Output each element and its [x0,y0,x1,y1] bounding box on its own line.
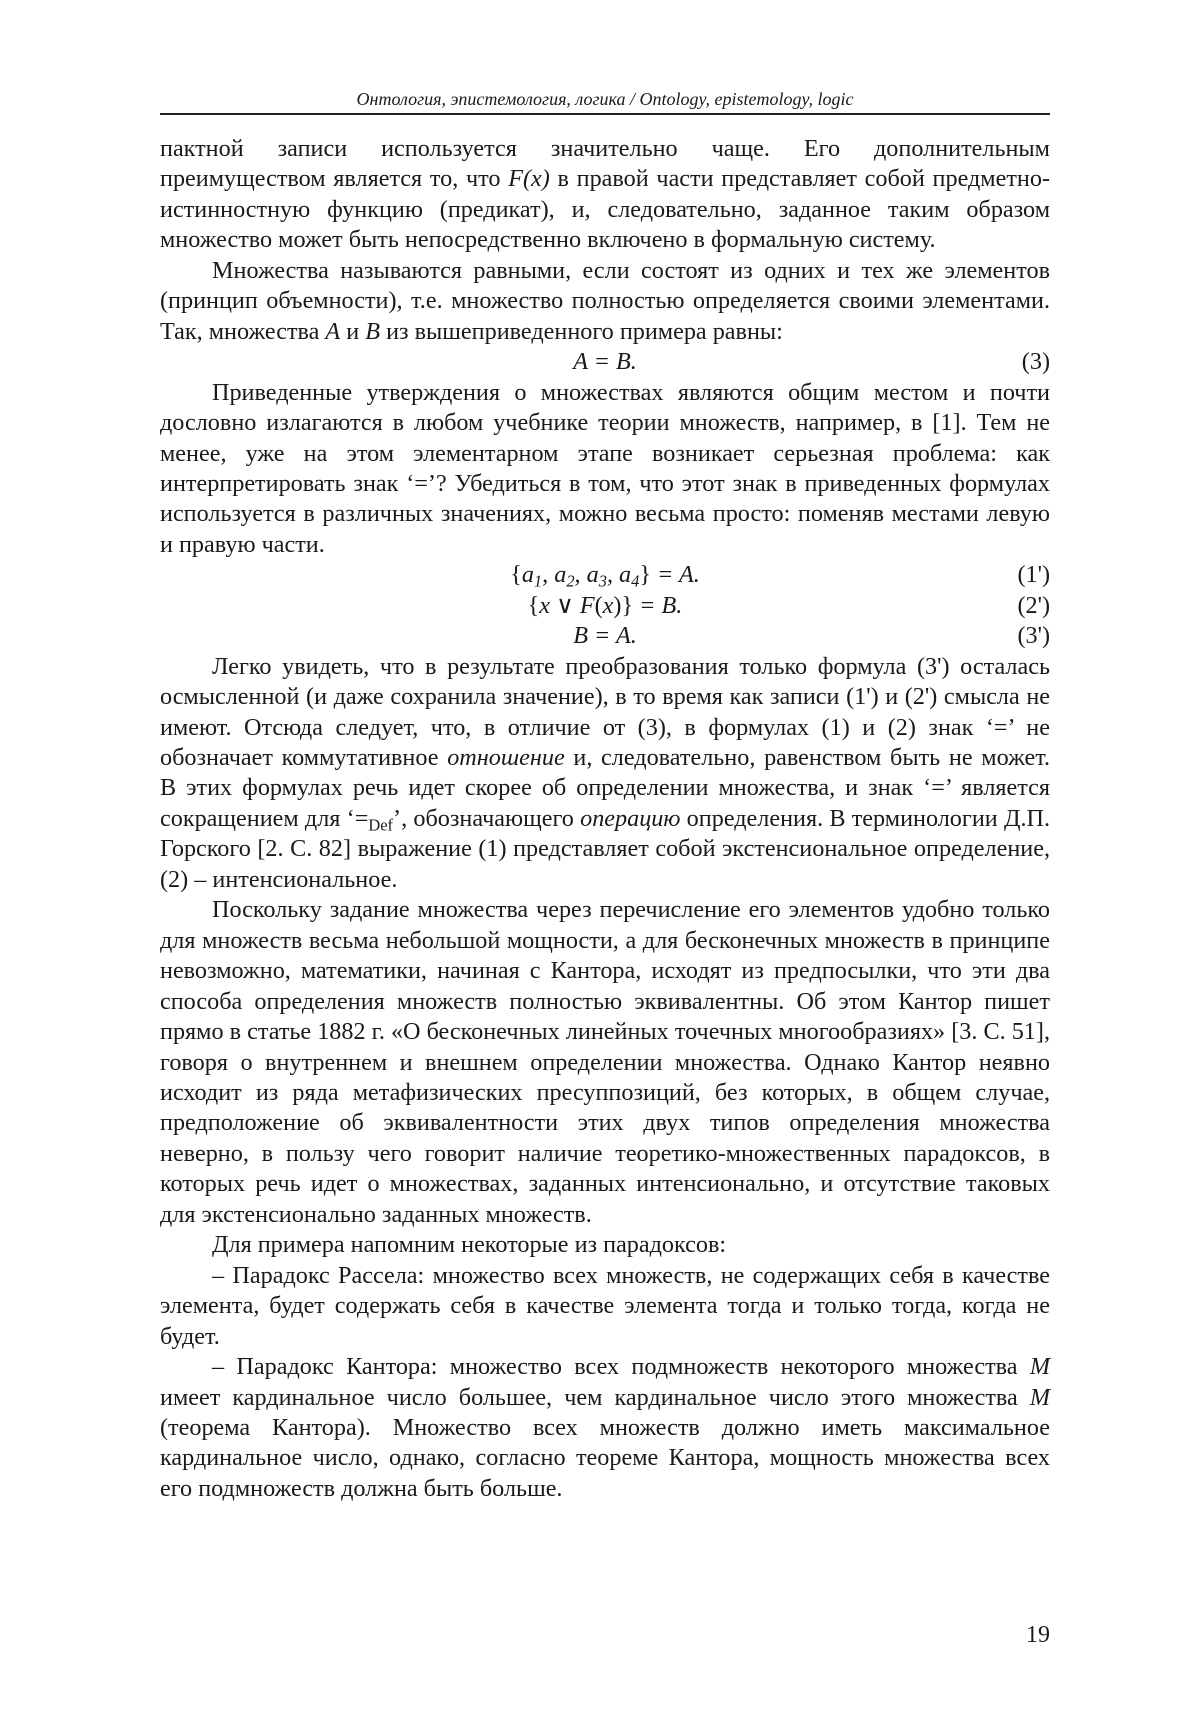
formula-3-prime [160,621,1050,651]
paragraph-equality-problem: Приведенные утверждения о множествах являются общим местом и почти дословно излагаются в любом учебнике теории множеств, например, в [1]. Тем не менее, уже на этом элементарном этапе возникает серьезная проблема: как интерпретировать знак ‘=’? Убедиться в том, что этот знак в приведенных формулах используется в различных значениях, можно весьма просто: поменяв местами левую и правую части. [160,378,1050,558]
running-title: Онтология, эпистемология, логика / Ontology, epistemology, logic [356,89,854,109]
formula-2-prime [160,591,1050,621]
formula-3 [160,347,1050,377]
paragraph-paradoxes-intro: Для примера напомним некоторые из парадоксов: [212,1231,727,1259]
paragraph-russell-paradox: – Парадокс Рассела: множество всех множеств, не содержащих себя в качестве элемента, будет содержать себя в качестве элемента тогда и только тогда, когда не будет. [160,1261,1050,1350]
article-body [160,134,1050,1504]
formula-3-expression: A = B. [573,348,637,376]
formula-1-prime-expression: {$a_1$, $a_2$, $a_3$, $a_4\} = A$. [510,561,700,591]
formula-3-prime-expression: B = A. [573,622,637,650]
formula-3-prime-number: (3') [1017,622,1050,650]
paragraph-commutativity: Легко увидеть, что в результате преобразования только формула (3') осталась осмысленной (и даже сохранила значение), в то время как записи (1') и (2') смысла не имеют. Отсюда следует, что, в отличие от (3), в формулах (1) и (2) знак ‘=’ не обозначает коммутативное отношение и, следовательно, равенством быть не может. В этих формулах речь идет скорее об определении множества, и знак ‘=’ является сокращением для ‘$=_{Def}$’, обозначающего операцию определения. В терминологии Д.П. Горского [2. С. 82] выражение (1) представляет собой экстенсиональное определение, (2) – интенсиональное. [160,652,1051,893]
page-number: 19 [1026,1622,1050,1648]
formula-2-prime-expression: {x ∨ F(x)} = B. [527,591,683,619]
paragraph-continuation: пактной записи используется значительно чаще. Его дополнительным преимуществом является то, что F(x) в правой части представляет собой предметно-истинностную функцию (предикат), и, следовательно, заданное таким образом множество может быть непосредственно включено в формальную систему. [160,135,1050,254]
paragraph-cantor: Поскольку задание множества через перечисление его элементов удобно только для множеств весьма небольшой мощности, а для бесконечных множеств в принципе невозможно, математики, начиная с Кантора, исходят из предпосылки, что эти два способа определения множеств полностью эквивалентны. Об этом Кантор пишет прямо в статье 1882 г. «О бесконечных линейных точечных многообразиях» [3. С. 51], говоря о внутреннем и внешнем определении множества. Однако Кантор неявно исходит из ряда метафизических пресуппозиций, без которых, в общем случае, предположение об эквивалентности этих двух типов определения множества неверно, в пользу чего говорит наличие теоретико-множественных парадоксов, в которых речь идет о множествах, заданных интенсионально, и отсутствие таковых для экстенсионально заданных множеств. [160,896,1050,1228]
formula-3-number: (3) [1021,348,1050,376]
formula-1-prime-number: (1') [1017,561,1050,589]
formula-1-prime [160,560,1050,590]
paragraph-cantor-paradox: – Парадокс Кантора: множество всех подмножеств некоторого множества M имеет кардинальное число большее, чем кардинальное число этого множества M (теорема Кантора). Множество всех множеств должно иметь максимальное кардинальное число, однако, согласно теореме Кантора, мощность множества всех его подмножеств должна быть больше. [160,1353,1050,1502]
formula-2-prime-number: (2') [1017,591,1050,619]
header-rule [160,113,1050,115]
paragraph-set-equality: Множества называются равными, если состоят из одних и тех же элементов (принцип объемности), т.е. множество полностью определяется своими элементами. Так, множества A и B из вышеприведенного примера равны: [160,256,1050,345]
